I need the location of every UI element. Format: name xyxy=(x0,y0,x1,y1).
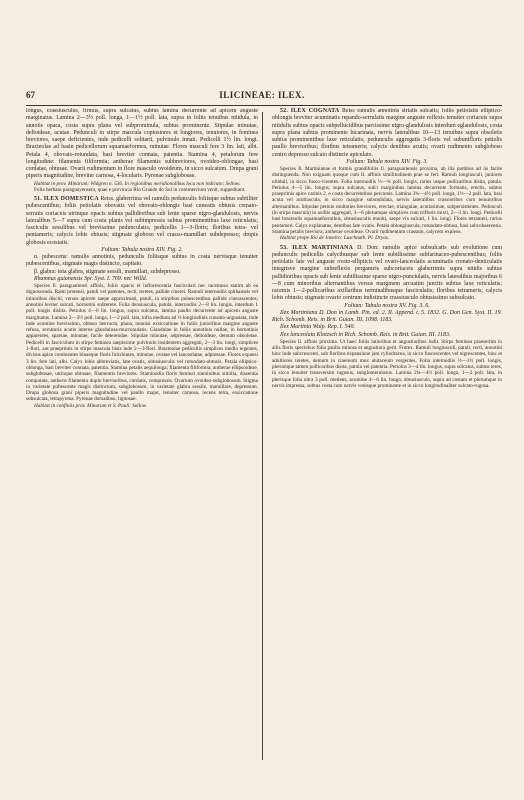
left-column xyxy=(26,108,258,760)
column-divider xyxy=(262,112,263,760)
species-title: 51. ILEX DOMESTICA xyxy=(34,196,99,203)
species-title: 53. ILEX MARTINIANA xyxy=(280,244,354,251)
species-description: Species Il. affinis proxima. Ut haec foliis latioribus et angustioribus ludit. Stirps feminea praesertim in aliis floris speciebus folia paullo minora et angustiora gerit. Frutex. Ramuli longiusculi, patuli, recti, annotini hinc inde subcrescenti, sub floribus expansione jam cylindracea, in sicco fuscescentes vel nigrescentes, hinc et adultiores teretes, demum in cinereum mox alutaceum vergentes. Folia internodiis ½—1½ poll. longis, plerumque tamen pollicaribus disita, patula vel patentia. Petiolus 3—4 lin. longus, supra sulcatus, subtus teres, in sicco tenuiter transversim rugosus, subglomerulosus. Lamina 2¾—4½ poll. longa, 1—2 poll. lata, in plerisque folia ultra 3 poll. metiens, acumine 4—6 lin. longo, obtusiusculo, supra ad costam et plerumque in nervis impressa, subtus costa cum nervis venisque prominente et in sicco longitudinaliter sulcato-rugosa. xyxy=(272,338,502,389)
folium-reference: Folium: Tabula nostra XIV. Fig. 2. xyxy=(101,246,183,253)
species-description: Species Il. Martinianae et formis grandifoliis Il. paraguariensis proxima, ab illa partibus ad iis facile distinguenda. Non exiguam quoque cum Il. affinis similitudinem prae se fert. Ramuli longiusculi, juniores nitiduli, in sicco fusco-virentes. Folia internodiis ½—¾ poll. longis, raries usque pollicaribus disita, patula. Petiolus 4—5 lin. longus, supra sulcatus, sulci marginibus lamina decurrente formatis, erectis, subtus praeprimis apice carinis 2, e costa decurrentibus percursis. Lamina 3¾—4½ poll. longa, 1½—2 poll. lata, basi acuta vel acutiuscula, in sicco margine subundulata, nervis lateralibus crassioribus cum tenuioribus alternantibus. Stipulae petiolo multoties breviores, erectae, triangulae, acutissimae, subpersistentes. Pedunculi (in stirpe mascula) in axillis aggregati, 3—6 plerumque simplices cum trifloris mixti, 2—3 lin. longi. Pedicelli basi bracteolis squamaeformibus, obtusiusculis muniti, saepe vix sulcati, 1 lin. longi. Flores tetrameri, rarius pentameri. Calyx explanatus, dentibus late ovatis. Petala oblongiuscula, rotundato-obtusa, basi subcohaerentia. Stamina petalis breviora; antherae ovoideae. Ovarii rudimentum crassum, calycem explens. xyxy=(272,166,502,235)
synonym: Ilex lanceolata Klotzsch in Rich. Schomb. Reis. in Brit. Guian. III. 1183. xyxy=(280,331,451,338)
running-title: ILICINEAE: ILEX. xyxy=(219,90,305,100)
paragraph: longus, crassiusculus, firmus, supra sulcatus, subtus lamina decurrente ad apicem anguste marginatus. Lamina 2—3½ poll. longa, 1—1½ poll. lata, supra in foliis tenuibus nitidula, in annotis opaca, costa supra plana vel subprominula, subtus prominente. Stipulae minutae, deltoideae, acutae. Pedunculi in stirpe mascula copiosiores et longiores, tenuiores, in feminea breviores, saepe deficientes, inde pedicelli solitarii, pulvinulo innati. Pedicelli 1½ lin. longi. Bracteolae ad basin pedicellorum squamaeformes, minutae. Flores masculi fere 3 lin. lati, albi. Petala 4, obovato-rotundata, basi breviter connata, patentia. Stamina 4, petalorum fere longitudine: filamenta filiformia; antherae filamentis subbreviores, ovoideo-oblongae, basi cordatae, obtusae. Ovarii rudimentum in flore masculo ovoideum, in sicco sulcatum. Drupa grani piperis magnitudine, breviter carnosa, 4-locularis. Pyrenae subglobosae. xyxy=(26,108,258,180)
synonym: Rhamnus guianensis Spr. Syst. I. 769. nec Willd. xyxy=(34,275,148,282)
species-entry xyxy=(272,108,502,159)
species-author: D. Don: xyxy=(357,244,379,251)
running-header xyxy=(26,90,498,104)
synonym: Ilex Martinia Walp. Rep. I. 540. xyxy=(280,324,355,331)
species-diagnosis: ramulis annotinis striatis sulcatis; foliis petiolatis elliptico-oblongis breviter acuminatis repando-serrulatis margine anguste reflexis tenuiter coriaceis supra nitidulis subtus opacis subpellucidibus parcissime nigro-glandulosis interdum eglandulosis, costa supra plana subtus prominente bicarinata, nervis lateralibus 10—13 tenuibus supra obsoletis subtus prominentibus laxe reticulatis; pedunculis aggregatis 3-floris vel subunifloris petiolis paullo brevioribus; floribus tetrameris; calycis dentibus acutis; ovarii rudimento subgloboso centro depresso sulcato distincte apiculato. xyxy=(272,108,502,158)
paragraph: Folia herbam paraguayensem, quae e provincia Rio Grande do Sul in commercium venit, suppeditant. xyxy=(34,186,246,193)
habitat-note: Habitat prope Rio de Janeiro: Luschnath. Pl. Dryas. xyxy=(280,235,390,242)
species-title: 52. ILEX COGNATA xyxy=(280,108,340,114)
header-rule xyxy=(26,105,502,106)
species-description: Species Il. paraguariensi affinis, foliis opacis et inflorescentia fasciculari nec racemosa statim ab ea dignoscenda. Rami protensi, patuli vel patentes, recti, teretes, pallide cinerei. Ramuli internodiis spithameis vel minoribus disciti, versus apicem saepe approximati, patuli, in stirpibus pubescentibus pallide cinerascentes; annotini leviter sulcati, hornotini subterete. Folia densiuscula, patula, internodiis 2—8 lin. longis, interdum 1 poll. longis disiita. Petiolus 4—6 lin. longus, supra sulcatus, lamina paullo decurrente ad apicem anguste marginatus. Lamina 2—3½ poll. longa, 1—2 poll. lata, infra medium ad ⅔ longitudinis cuneato-angustata, inde inde acumine brevissimo, obtuso instructa, plana, nonnisi exsiccatione in foliis junioribus margine anguste refusa, serraturis acutis interne glandulosa-mucronulatis. Glandulae in foliis annotinis nullae, in hornotinis apparentes, sparsae, minutae, facile deterendae. Stipulae minutae, adpressae, deltoideae, demum obsoletae. Pedicelli in fasciculum in stirpe feminea saepissime pulvinulo insidentem aggregati, 2—3 lin. longi, simplices 1-flori, aut praeprimis in stirpe mascula bisis inde 2—3-flori. Bracteolae pedicellis simplices medio tegentes, divisus apice continentes binaeque floris fulcrientes, minutae, ovatae vel lanceolatae, adpressae. Flores expansi 3 lin. fere lati, albi. Calyx lobis abbreviatis, late ovatis, obtusiusculis vel rotundato-obtusis. Petala elliptico-oblonga, basi breviter connata, patentia. Stamina petalis aequilonga; filamenta filiformia; antherae ellipsoideae, subglobosae, utrinque obtusae, filamentis breviores. Staminodia floris feminei staminibus similia, dissentia comparata, antheris filamento duplo brevioribus, cordatis, compressis. Ovarium ovoideo-subglobosum. Stigma in varietate pubescente magis distinctum, subglobosum, in varietate glabra sessile, mamillare, depressum. Drupa globosa grani piperis magnitudine vel paullo major, tenuiter carnosa, recens tetra, exsiccatione subsulcata, tetrapyrena. Pyrenae dorsalibus, lignosae. xyxy=(26,283,258,403)
species-diagnosis: ramulis apice subsulcatis sub evolutione cum pedunculis pedicellis calycibusque sub lente subtilissime subfarinaceo-pubescentibus; foliis petiolatis late vel anguste ovato-ellipticis vel ovato-lanceolatis acuminatis crenato-denticulatis integrisve margine subreflexis pergameis subcoriaceis glaberrimis supra nitidis subtus pallidioribus opacis sub lente subtilissime sparse nigro-punctulatis, nervis lateralibus majoribus 6—8 cum minoribus alternantibus versus marginem arcuatim junctis subtus laxe reticulatis; racemis 1—2-pollicaribus axillaribus terminalibusque fasciculatis; floribus tetrameris; calycis lobis obtusis; stigmate ovario centrum indistincte crassiusculo obtusissimo subsulcato. xyxy=(272,244,502,302)
variety-alpha: α. pubescens: ramulis annotinis, pedunculis foliisque subtus in costa nervisque tenuiter pubescentibus, stigmate magis distincto, capitato. xyxy=(26,254,258,268)
right-column xyxy=(272,108,502,760)
habitat-note: Habitat in prov. Minarum; Widgren n. 536. In regionibus meridionalibus locu non indicato; Sellow. xyxy=(34,180,241,187)
folium-reference: Folium: Tabula nostra XV. Fig. 3. 6. xyxy=(344,302,430,309)
species-entry xyxy=(26,196,258,247)
species-diagnosis: glaberrima vel ramulis pedunculis foliisque subtus subtiliter pubescentibus; foliis petiolatis obovatis vel obovato-oblongis basi cuneatis obtusis crenato-serratis coriaceis utrinque opacis subtus pallidioribus sub lente sparse nigro-glandulosis, nervis lateralibus 5—7 supra cum costa planis vel subimpressis subtus prominentibus laxe reticulatis; fasciculis sessilibus vel brevissime pedunculatis; pedicellis 1—3-floris; floribus tetra- vel pentameris; calycis lobis obtusis; stigmate globoso vel crasso-mamillari subdepresso; drupis globosis ecostatis. xyxy=(26,196,258,246)
variety-beta: β. glabra: tota glabra, stigmate sessili, mamillari, subdepresso. xyxy=(34,268,181,275)
margin-mark: · xyxy=(511,408,513,413)
species-author: Reiss xyxy=(341,108,355,114)
species-author: Reiss. xyxy=(100,196,115,203)
page-number: 67 xyxy=(26,90,35,100)
species-entry xyxy=(272,245,502,303)
habitat-note: Habitat in confiniis prov. Minarum et S. Pauli: Sellow. xyxy=(34,402,148,409)
folium-reference: Folium: Tabula nostra XIV. Fig. 3. xyxy=(346,158,428,165)
synonym: Ilex Martiniana D. Don in Lamb. Pin. ed. 2. II. Append. t. 5. 1832. G. Don Gen. Syst. II. 19. Rich. Schomb. Reis. in Brit. Guian. III. 1098. 1183. xyxy=(272,309,502,324)
